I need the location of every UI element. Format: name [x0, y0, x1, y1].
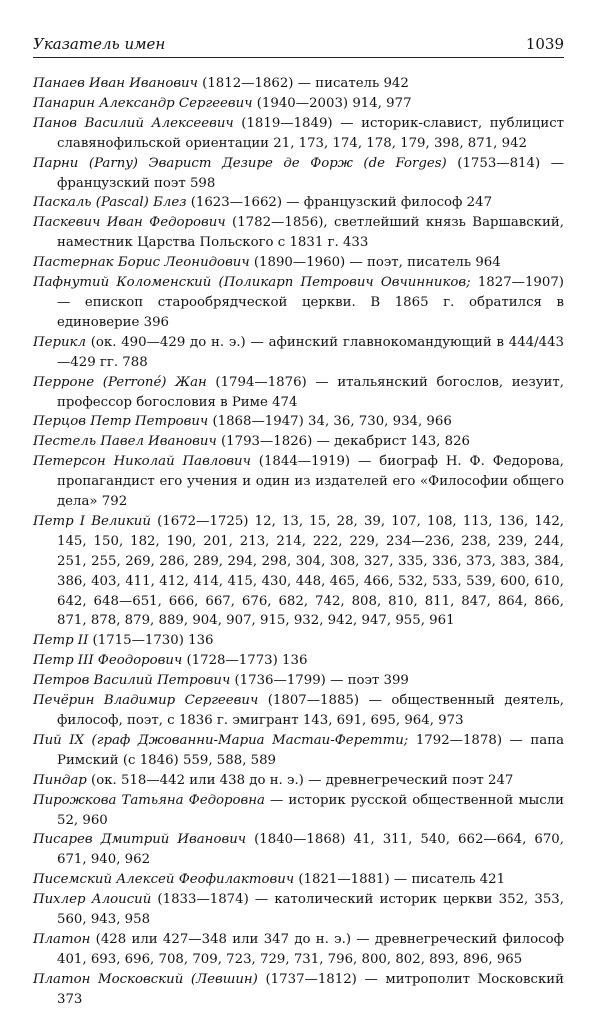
entry-details: (1807—1885) — общественный деятель, философ, поэт, с 1836 г. эмигрант 143, 691, 695, 964, 973 — [57, 693, 564, 728]
entry-name: Петр III Феодорович — [33, 653, 183, 669]
index-entry — [33, 512, 564, 631]
entry-details: (1715—1730) 136 — [88, 633, 214, 649]
entry-details: (ок. 490—429 до н. э.) — афинский главнокомандующий в 444/443—429 гг. 788 — [57, 334, 564, 370]
entry-details: (1728—1773) 136 — [182, 653, 308, 669]
page-header — [33, 35, 564, 58]
entry-name: Пестель Павел Иванович — [33, 434, 217, 450]
entry-details: (1890—1960) — поэт, писатель 964 — [249, 255, 501, 271]
entry-name: Паскаль (Pascal) Блез — [33, 195, 187, 211]
entry-name: Панарин Александр Сергеевич — [33, 95, 253, 111]
index-entry — [33, 691, 564, 731]
entry-details: (ок. 518—442 или 438 до н. э.) — древнегреческий поэт 247 — [86, 772, 514, 788]
running-title: Указатель имен — [33, 35, 166, 53]
entry-details: (1672—1725) 12, 13, 15, 28, 39, 107, 108, 113, 136, 142, 145, 150, 182, 190, 201, 213, 214, 222, 229, 234—236, 238, 239, 244, 251, 255, 269, 286, 289, 294, 298, 304, 308, 327, 335, 336, 373, 383, 384, 386, 403, 411, 412, 414, 415, 430, 448, 465, 466, 532, 533, 539, 600, 610, 642, 648—651, 666, 667, 676, 682, 742, 808, 810, 811, 847, 864, 866, 871, 878, 879, 889, 904, 907, 915, 932, 942, 947, 955, 961 — [57, 513, 565, 629]
page-number: 1039 — [525, 35, 564, 53]
entry-name: Пирожкова Татьяна Федоровна — [33, 792, 265, 808]
entry-details: (1833—1874) — католический историк церкви 352, 353, 560, 943, 958 — [57, 892, 564, 928]
entry-name: Платон — [33, 931, 91, 947]
index-entry — [33, 373, 564, 413]
index-entry — [33, 193, 564, 213]
index-entry — [33, 631, 564, 651]
index-entry — [33, 830, 564, 870]
entry-details: (1736—1799) — поэт 399 — [230, 673, 409, 689]
entry-details: (1821—1881) — писатель 421 — [294, 872, 506, 888]
entry-details: (1782—1856), светлейший князь Варшавский, наместник Царства Польского с 1831 г. 433 — [57, 215, 564, 251]
entry-details: 1792—1878) — папа Римский (с 1846) 559, 588, 589 — [57, 732, 564, 768]
entry-name: Пастернак Борис Леонидович — [33, 255, 250, 271]
entry-name: Перцов Петр Петрович — [33, 414, 209, 430]
entry-name: Платон Московский (Левшин) — [33, 971, 258, 987]
entry-details: (1840—1868) 41, 311, 540, 662—664, 670, 671, 940, 962 — [57, 832, 564, 868]
entry-details: 1827—1907) — епископ старообрядческой церкви. В 1865 г. обратился в единоверие 396 — [57, 275, 564, 330]
entry-name: Петров Василий Петрович — [33, 673, 231, 689]
entry-details: (1793—1826) — декабрист 143, 826 — [216, 434, 470, 450]
entry-name: Паскевич Иван Федорович — [33, 215, 226, 231]
entry-name: Панов Василий Алексеевич — [33, 115, 234, 131]
index-entry — [33, 74, 564, 94]
entry-name: Петр II — [33, 633, 89, 649]
entry-details: (1812—1862) — писатель 942 — [197, 76, 409, 91]
index-entry — [33, 253, 564, 273]
entry-details: (1753—814) — французский поэт 598 — [57, 155, 564, 191]
entry-name: Перикл — [33, 334, 86, 350]
entry-name: Писарев Дмитрий Иванович — [33, 832, 247, 848]
index-entry — [33, 870, 564, 890]
entry-details: (1737—1812) — митрополит Московский 373 — [57, 971, 564, 1007]
index-entry — [33, 930, 564, 970]
index-entry — [33, 890, 564, 930]
entry-details: (428 или 427—348 или 347 до н. э.) — древнегреческий философ 401, 693, 696, 708, 709, 723, 729, 731, 796, 800, 802, 893, 896, 965 — [57, 931, 564, 967]
index-entry — [33, 671, 564, 691]
entry-details: (1940—2003) 914, 977 — [252, 95, 412, 111]
entry-details: — историк русской общественной мысли 52, 960 — [57, 792, 564, 828]
entry-details: (1819—1849) — историк-славист, публицист славянофильской ориентации 21, 173, 174, 178, 179, 398, 871, 942 — [57, 115, 564, 151]
entry-name: Пиндар — [33, 772, 87, 788]
index-entry — [33, 970, 564, 1010]
entry-name: Петр I Великий — [33, 513, 151, 529]
index-entry — [33, 771, 564, 791]
index-entry — [33, 651, 564, 671]
index-entry — [33, 452, 564, 512]
index-entry — [33, 731, 564, 771]
index-entry — [33, 94, 564, 114]
index-entry — [33, 432, 564, 452]
index-entry — [33, 213, 564, 253]
entry-details: (1623—1662) — французский философ 247 — [186, 195, 493, 211]
entry-name: Парни (Parny) Эварист Дезире де Форж (de Forges) — [33, 155, 447, 171]
entry-name: Пихлер Алоисий — [33, 892, 152, 908]
index-entry — [33, 114, 564, 154]
name-index-list — [33, 74, 564, 1010]
entry-name: Панаев Иван Иванович — [33, 76, 198, 91]
index-entry — [33, 412, 564, 432]
entry-name: Пий IX (граф Джованни-Мариа Мастаи-Феретти; — [33, 732, 409, 748]
entry-name: Писемский Алексей Феофилактович — [33, 872, 295, 888]
entry-name: Печёрин Владимир Сергеевич — [33, 693, 259, 709]
entry-details: (1844—1919) — биограф Н. Ф. Федорова, пропагандист его учения и один из издателей его «Философии общего дела» 792 — [57, 454, 564, 510]
entry-name: Пафнутий Коломенский (Поликарп Петрович Овчинников; — [33, 275, 471, 291]
entry-details: (1794—1876) — итальянский богослов, иезуит, профессор богословия в Риме 474 — [57, 374, 564, 410]
index-entry — [33, 791, 564, 831]
index-entry — [33, 273, 564, 333]
index-entry — [33, 154, 564, 194]
entry-details: (1868—1947) 34, 36, 730, 934, 966 — [208, 414, 452, 430]
entry-name: Перроне (Perroné) Жан — [33, 374, 207, 390]
entry-name: Петерсон Николай Павлович — [33, 454, 251, 470]
index-entry — [33, 333, 564, 373]
